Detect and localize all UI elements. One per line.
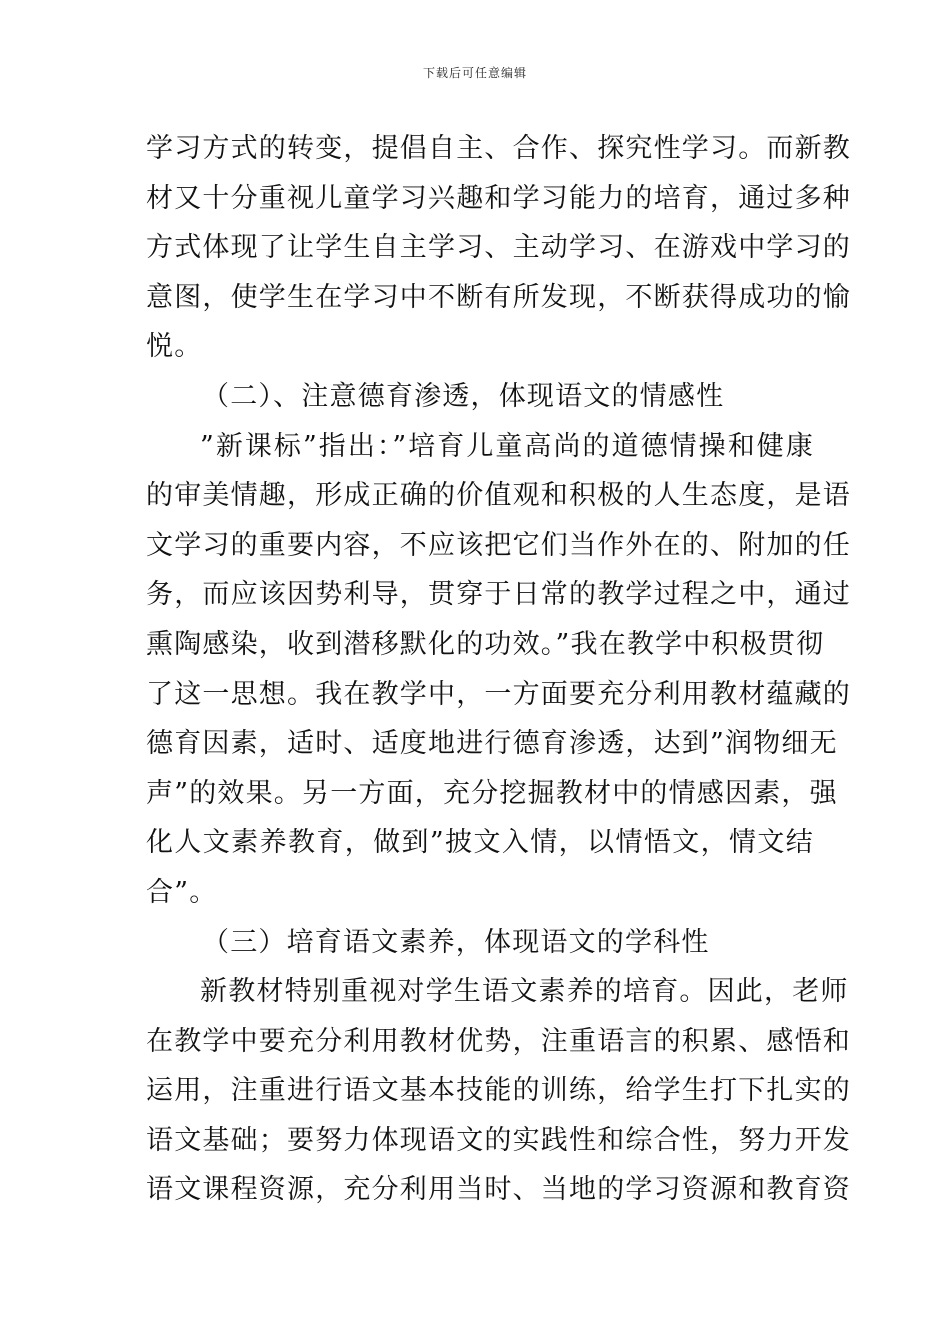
text-line: 熏陶感染，收到潜移默化的功效。”我在教学中积极贯彻	[146, 628, 825, 660]
text-line: 悦。	[146, 331, 203, 363]
text-line: 声”的效果。另一方面，充分挖掘教材中的情感因素，强	[146, 777, 838, 809]
text-line: 在教学中要充分利用教材优势，注重语言的积累、感悟和	[146, 1025, 851, 1057]
document-body	[146, 124, 851, 1215]
text-line: 务，而应该因势利导，贯穿于日常的教学过程之中，通过	[146, 579, 851, 611]
text-line: 运用，注重进行语文基本技能的训练，给学生打下扎实的	[146, 1075, 851, 1107]
text-line: 文学习的重要内容，不应该把它们当作外在的、附加的任	[146, 529, 851, 561]
text-line: 合”。	[146, 876, 218, 908]
text-line: 化人文素养教育，做到”披文入情，以情悟文，情文结	[146, 827, 814, 859]
section-heading: （三）培育语文素养，体现语文的学科性	[202, 926, 710, 958]
text-line: 学习方式的转变，提倡自主、合作、探究性学习。而新教	[146, 133, 851, 164]
text-line: 语文基础；要努力体现语文的实践性和综合性，努力开发	[146, 1124, 851, 1156]
text-line: 语文课程资源，充分利用当时、当地的学习资源和教育资	[146, 1174, 851, 1206]
text-line: 材又十分重视儿童学习兴趣和学习能力的培育，通过多种	[146, 182, 851, 214]
section-heading: （二）、注意德育渗透，体现语文的情感性	[202, 380, 725, 412]
text-line: ”新课标”指出：”培育儿童高尚的道德情操和健康	[200, 430, 814, 462]
text-line: 意图，使学生在学习中不断有所发现，不断获得成功的愉	[146, 281, 851, 313]
text-line: 德育因素，适时、适度地进行德育渗透，达到”润物细无	[146, 728, 838, 760]
text-line: 新教材特别重视对学生语文素养的培育。因此，老师	[200, 976, 849, 1008]
page-header: 下载后可任意编辑	[422, 66, 527, 80]
text-line: 方式体现了让学生自主学习、主动学习、在游戏中学习的	[146, 232, 851, 264]
text-line: 的审美情趣，形成正确的价值观和积极的人生态度，是语	[146, 480, 851, 512]
text-line: 了这一思想。我在教学中，一方面要充分利用教材蕴藏的	[146, 678, 851, 710]
